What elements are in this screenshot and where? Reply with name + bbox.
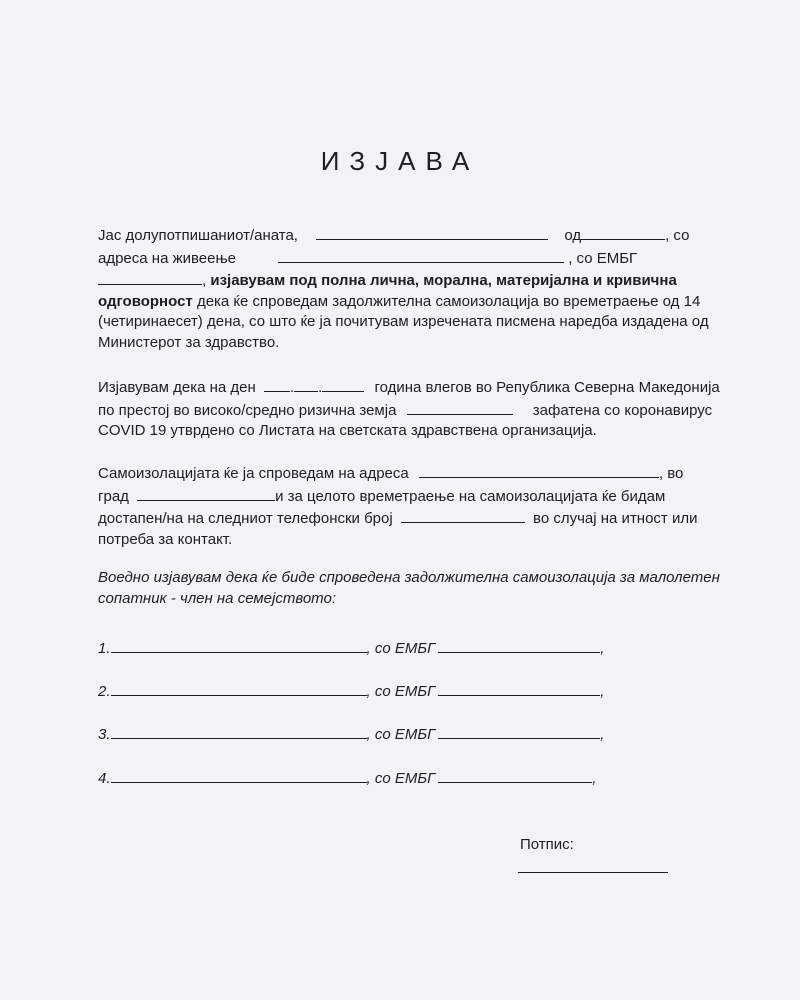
field-isolation-address[interactable]	[419, 462, 659, 478]
field-entry-day[interactable]	[264, 376, 290, 392]
paragraph-entry-data: Изјавувам дека на ден . . година влегов во Република Северна Македонија по престој во високо/средно ризична земја зафатена со коронавирус COVID 19 утврдено со Листата на светската здравствена организација.	[98, 376, 704, 442]
field-city[interactable]	[137, 485, 275, 501]
document-title: ИЗЈАВА	[320, 146, 480, 176]
field-member-embg[interactable]	[438, 723, 600, 739]
field-phone[interactable]	[401, 507, 525, 523]
field-member-name[interactable]	[111, 680, 367, 696]
field-entry-year[interactable]	[322, 376, 364, 392]
field-embg[interactable]	[98, 269, 202, 285]
field-member-name[interactable]	[111, 637, 367, 653]
field-country[interactable]	[407, 399, 513, 415]
paragraph-personal-data: Јас долупотпишаниот/аната, од , со адреса на живеење , со ЕМБГ , изјавувам под полна лична, морална, материјална и кривична одговорност дека ќе спроведам задолжителна самоизолација во времетраење од 14 (четиринаесет) дена, со што ќе ја почитувам изречената писмена наредба издадена од Министерот за здравство.	[98, 224, 704, 353]
signature-line[interactable]	[518, 872, 668, 873]
field-birthplace[interactable]	[581, 224, 665, 240]
field-full-name[interactable]	[316, 224, 548, 240]
field-address[interactable]	[278, 247, 564, 263]
paragraph-isolation-address: Самоизолацијата ќе ја спроведам на адреса , во град и за целото времетраење на самоизолацијата ќе бидам достапен/на на следниот телефонски број во случај на итност или потреба за контакт.	[98, 462, 704, 550]
member-row: 3. , со ЕМБГ ,	[98, 723, 604, 743]
field-entry-month[interactable]	[294, 376, 318, 392]
field-member-embg[interactable]	[438, 767, 592, 783]
member-row: 1. , со ЕМБГ ,	[98, 637, 604, 657]
member-row: 2. , со ЕМБГ ,	[98, 680, 604, 700]
field-member-name[interactable]	[111, 723, 367, 739]
paragraph-minors: Воедно изјавувам дека ќе биде спроведена задолжителна самоизолација за малолетен сопатник - член на семејството:	[98, 569, 720, 607]
field-member-name[interactable]	[111, 767, 367, 783]
field-member-embg[interactable]	[438, 637, 600, 653]
member-row: 4. , со ЕМБГ ,	[98, 767, 596, 787]
signature-label: Потпис:	[520, 836, 574, 853]
text-intro: Јас долупотпишаниот/аната,	[98, 227, 298, 244]
field-member-embg[interactable]	[438, 680, 600, 696]
